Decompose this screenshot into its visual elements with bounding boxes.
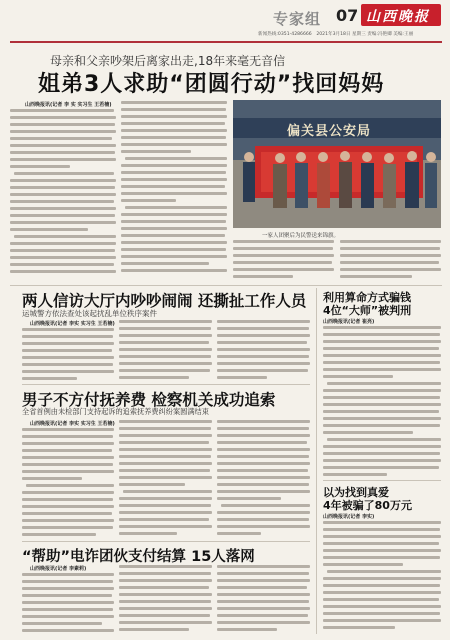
right-column-divider <box>316 288 317 634</box>
page-number: 07 <box>336 6 359 25</box>
story3-byline: 山西晚报讯(记者 李实 实习生 王若楠) <box>30 421 115 427</box>
story2-byline: 山西晚报讯(记者 李实 实习生 王若楠) <box>30 321 115 327</box>
story3-subtitle: 全省首例由未检部门支持起诉的追索抚养费纠纷案圆满结束 <box>22 407 209 416</box>
story2-col3 <box>217 320 310 382</box>
lead-body-col2 <box>121 101 227 281</box>
lead-body-col4 <box>340 240 441 280</box>
photo-building-sign: 偏关县公安局 <box>287 124 372 139</box>
story2-subtitle: 运城警方依法查处该起扰乱单位秩序案件 <box>22 309 157 318</box>
lead-photo <box>233 100 441 228</box>
lead-kicker: 母亲和父亲吵架后离家出走,18年来毫无音信 <box>50 54 286 68</box>
side1-headline-line2: 4位“大师”被判刑 <box>323 304 412 317</box>
lead-headline: 姐弟3人求助“团圆行动”找回妈妈 <box>38 72 385 97</box>
story2-col1 <box>22 328 114 382</box>
story2-col2 <box>119 320 212 382</box>
side2-headline-line1: 以为找到真爱 <box>323 486 389 499</box>
story3-col3 <box>217 420 310 538</box>
side-divider <box>323 480 441 481</box>
story3-headline: 男子不方付抚养费 检察机关成功追索 <box>22 391 276 409</box>
side1-body <box>323 326 441 478</box>
story4-byline: 山西晚报讯(记者 李素莉) <box>30 566 87 572</box>
story4-col3 <box>217 565 310 633</box>
lead-body-col1 <box>10 109 116 279</box>
side2-body <box>323 521 441 633</box>
story3-col2 <box>119 420 212 538</box>
story4-headline: “帮助”电诈团伙支付结算 15人落网 <box>22 549 255 565</box>
side2-byline: 山西晚报讯(记者 李实) <box>323 514 375 520</box>
photo-caption: 一家人团聚后为民警送来锦旗。 <box>262 233 340 239</box>
logo-text: 山西晚报 <box>366 9 430 25</box>
side1-byline: 山西晚报讯(记者 崔亮) <box>323 319 375 325</box>
lead-byline: 山西晚报讯(记者 李 实 实习生 王若楠) <box>25 102 112 108</box>
side1-headline-line1: 利用算命方式骗钱 <box>323 291 411 304</box>
masthead-rule <box>10 41 442 43</box>
lead-body-col3 <box>233 240 334 280</box>
editor-line: 新闻热线:0351-4286666 2021年3月18日 星期三 责编:冯艳卿 美编:王丽 <box>258 32 414 37</box>
section-label: 专家组 <box>273 10 322 28</box>
story4-col2 <box>119 565 212 633</box>
story3-divider <box>22 541 310 542</box>
lead-divider <box>10 285 442 286</box>
masthead <box>0 0 450 46</box>
story2-divider <box>22 384 310 385</box>
story3-col1 <box>22 428 114 538</box>
masthead-logo <box>361 4 441 26</box>
side2-headline-line2: 4年被骗了80万元 <box>323 499 412 512</box>
story4-col1 <box>22 573 114 633</box>
story2-headline: 两人信访大厅内吵吵闹闹 还撕扯工作人员 <box>22 292 307 310</box>
